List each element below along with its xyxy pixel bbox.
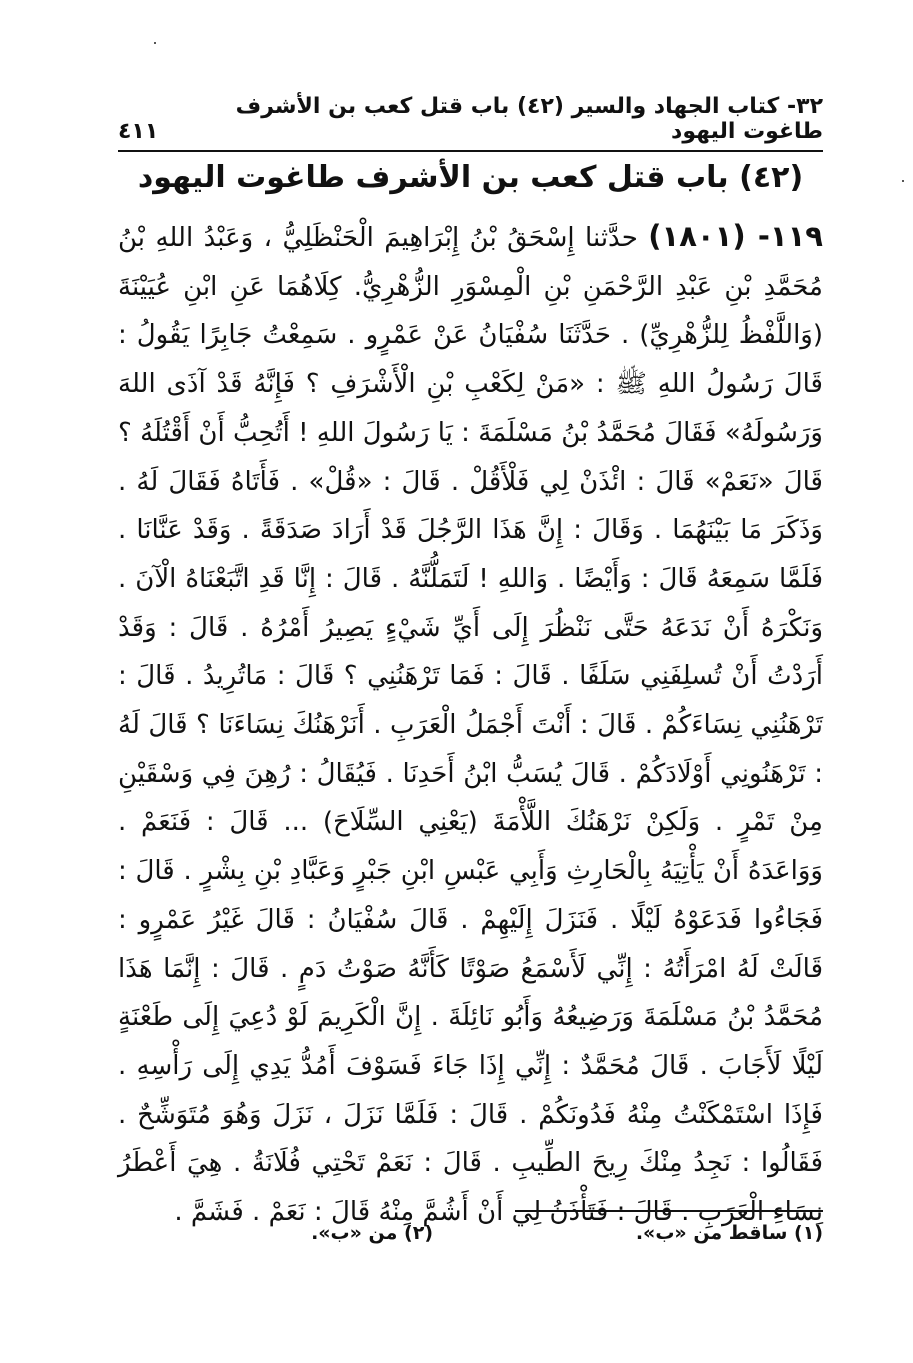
hadith-text-block [118, 212, 823, 1237]
hadith-number: ١١٩- (١٨٠١) [648, 219, 823, 253]
scan-speck [902, 180, 904, 182]
scan-speck [154, 42, 156, 44]
chapter-title: (٤٢) باب قتل كعب بن الأشرف طاغوت اليهود [137, 160, 804, 195]
running-title: ٣٢- كتاب الجهاد والسير (٤٢) باب قتل كعب بن الأشرف طاغوت اليهود [235, 94, 823, 144]
hadith-text: حدَّثنا إِسْحَقُ بْنُ إِبْرَاهِيمَ الْحَنْظَلِيُّ ، وَعَبْدُ اللهِ بْنُ مُحَمَّدِ بْنِ عَبْدِ الرَّحْمَنِ بْنِ الْمِسْوَرِ الزُّهْرِيُّ. كِلَاهُمَا عَنِ ابْنِ عُيَيْنَةَ (وَاللَّفْظُ لِلزُّهْرِيِّ) . حَدَّثَنَا سُفْيَانُ عَنْ عَمْرٍو . سَمِعْتُ جَابِرًا يَقُولُ : قَالَ رَسُولُ اللهِ ﷺ : «مَنْ لِكَعْبِ بْنِ الْأَشْرَفِ ؟ فَإِنَّهُ قَدْ آذَى اللهَ وَرَسُولَهُ» فَقَالَ مُحَمَّدُ بْنُ مَسْلَمَةَ : يَا رَسُولَ اللهِ ! أَتُحِبُّ أَنْ أَقْتُلَهُ ؟ قَالَ «نَعَمْ» قَالَ : ائْذَنْ لِي فَلْأَقُلْ . قَالَ : «قُلْ» . فَأَتَاهُ فَقَالَ لَهُ . وَذَكَرَ مَا بَيْنَهُمَا . وَقَالَ : إِنَّ هَذَا الرَّجُلَ قَدْ أَرَادَ صَدَقَةً . وَقَدْ عَنَّانَا . فَلَمَّا سَمِعَهُ قَالَ : وَأَيْضًا . وَاللهِ ! لَتَمَلُّنَّهُ . قَالَ : إِنَّا قَدِ اتَّبَعْنَاهُ الْآنَ . وَنَكْرَهُ أَنْ نَدَعَهُ حَتَّى نَنْظُرَ إِلَى أَيِّ شَيْءٍ يَصِيرُ أَمْرُهُ . قَالَ : وَقَدْ أَرَدْتُ أَنْ تُسلِفَنِي سَلَفًا . قَالَ : فَمَا تَرْهَنُنِي ؟ قَالَ : مَاتُرِيدُ . قَالَ : تَرْهَنُنِي نِسَاءَكُمْ . قَالَ : أَنْتَ أَجْمَلُ الْعَرَبِ . أَنَرْهَنُكَ نِسَاءَنَا ؟ قَالَ لَهُ : تَرْهَنُونِي أَوْلَادَكُمْ . قَالَ يُسَبُّ ابْنُ أَحَدِنَا . فَيُقَالُ : رُهِنَ فِي وَسْقَيْنِ مِنْ تَمْرٍ . وَلَكِنْ نَرْهَنُكَ اللَّأْمَةَ (يَعْنِي السِّلَاحَ) ... قَالَ : فَنَعَمْ . وَوَاعَدَهُ أَنْ يَأْتِيَهُ بِالْحَارِثِ وَأَبِي عَبْسِ ابْنِ جَبْرٍ وَعَبَّادِ بْنِ بِشْرٍ . قَالَ : فَجَاءُوا فَدَعَوْهُ لَيْلًا . فَنَزَلَ إِلَيْهِمْ . قَالَ سُفْيَانُ : قَالَ غَيْرُ عَمْرٍو : قَالَتْ لَهُ امْرَأَتُهُ : إِنِّي لَأَسْمَعُ صَوْتًا كَأَنَّهُ صَوْتُ دَمٍ . قَالَ : إِنَّمَا هَذَا مُحَمَّدُ بْنُ مَسْلَمَةَ وَرَضِيعُهُ وَأَبُو نَائِلَةَ . إِنَّ الْكَرِيمَ لَوْ دُعِيَ إِلَى طَعْنَةٍ لَيْلًا لَأَجَابَ . قَالَ مُحَمَّدٌ : إِنِّي إِذَا جَاءَ فَسَوْفَ أَمُدُّ يَدِي إِلَى رَأْسِهِ . فَإِذَا اسْتَمْكَنْتُ مِنْهُ فَدُونَكُمْ . قَالَ : فَلَمَّا نَزَلَ ، نَزَلَ وَهُوَ مُتَوَشِّحٌ . فَقَالُوا : نَجِدُ مِنْكَ رِيحَ الطِّيبِ . قَالَ : نَعَمْ تَحْتِي فُلَانَةُ . هِيَ أَعْطَرُ نِسَاءِ الْعَرَبِ . قَالَ : فَتَأْذَنُ لِي أَنْ أَشُمَّ مِنْهُ قَالَ : نَعَمْ . فَشَمَّ . [118, 223, 823, 1228]
footnote-2: (٢) من «ب». [311, 1222, 433, 1244]
footnotes [118, 1222, 823, 1256]
footnote-1: (١) ساقط من «ب». [635, 1222, 823, 1244]
footnote-divider [515, 1210, 823, 1212]
running-header [118, 94, 823, 152]
page-number: ٤١١ [118, 119, 159, 144]
